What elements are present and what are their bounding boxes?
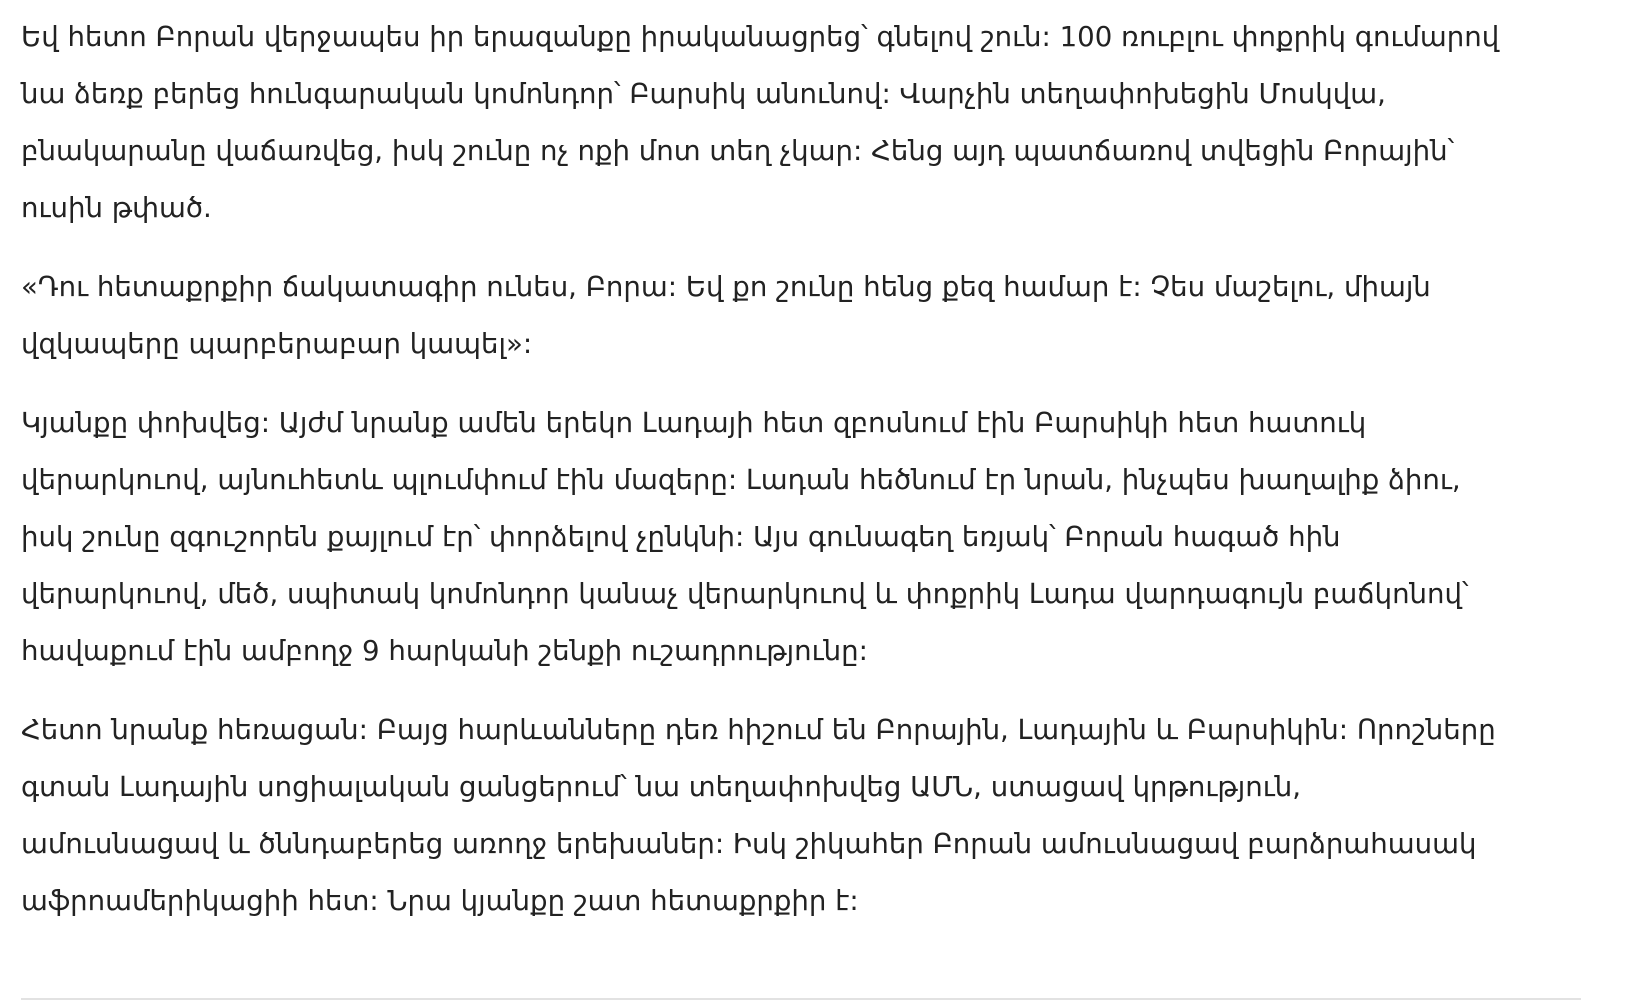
paragraph-1: Եվ հետո Բորան վերջապես իր երազանքը իրականացրեց՝ գնելով շուն: 100 ռուբլու փոքրիկ գումարով նա ձեռք բերեց հունգարական կոմոնդոր՝ Բարսիկ անունով: Վարչին տեղափոխեցին Մոսկվա, բնակարանը վաճառվեց, իսկ շունը ոչ ոքի մոտ տեղ չկար: Հենց այդ պատճառով տվեցին Բորային՝ ուսին թփած.: [21, 20, 1500, 224]
article-body: [21, 8, 1581, 951]
section-divider: [21, 998, 1581, 1000]
paragraph-3: Կյանքը փոխվեց: Այժմ նրանք ամեն երեկո Լադայի հետ զբոսնում էին Բարսիկի հետ հատուկ վերարկուով, այնուհետև պլումփում էին մազերը: Լադան հեծնում էր նրան, ինչպես խաղալիք ձիու, իսկ շունը զգուշորեն քայլում էր՝ փորձելով չընկնի: Այս գունագեղ եռյակ՝ Բորան հագած հին վերարկուով, մեծ, սպիտակ կոմոնդոր կանաչ վերարկուով և փոքրիկ Լադա վարդագույն բաճկոնով՝ հավաքում էին ամբողջ 9 հարկանի շենքի ուշադրությունը:: [21, 406, 1469, 667]
paragraph-4: Հետո նրանք հեռացան: Բայց հարևանները դեռ հիշում են Բորային, Լադային և Բարսիկին: Որոշները գտան Լադային սոցիալական ցանցերում՝ նա տեղափոխվեց ԱՄՆ, ստացավ կրթություն, ամուսնացավ և ծննդաբերեց առողջ երեխաներ: Իսկ շիկահեր Բորան ամուսնացավ բարձրահասակ աֆրոամերիկացիի հետ: Նրա կյանքը շատ հետաքրքիր է:: [21, 713, 1496, 917]
paragraph-2: «Դու հետաքրքիր ճակատագիր ունես, Բորա: Եվ քո շունը հենց քեզ համար է: Չես մաշելու, միայն վզկապերը պարբերաբար կապել»:: [21, 270, 1431, 360]
